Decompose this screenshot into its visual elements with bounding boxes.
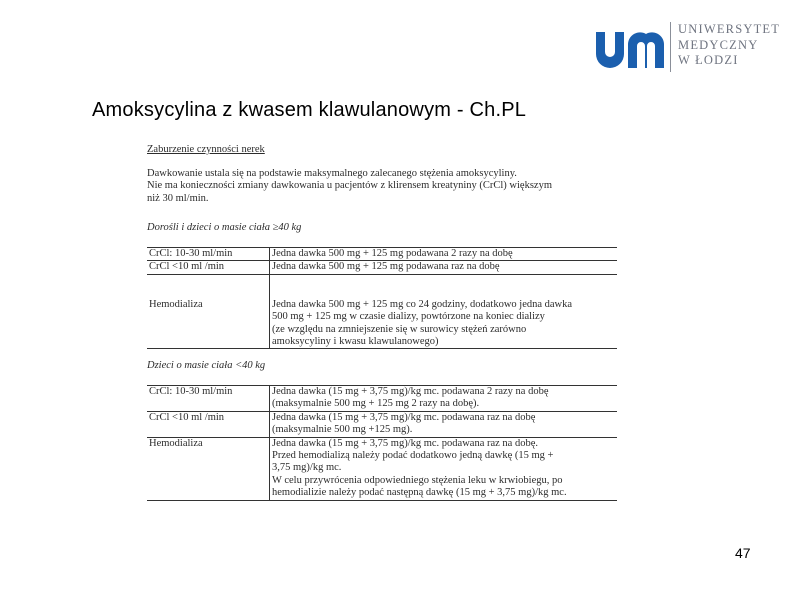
condition-cell: CrCl: 10-30 ml/min — [147, 386, 270, 412]
condition-cell: CrCl: 10-30 ml/min — [147, 248, 270, 261]
table-row — [147, 261, 617, 274]
dose-line: Przed hemodializą należy podać dodatkowo jedną dawkę (15 mg + — [272, 450, 554, 462]
dose-line: amoksycyliny i kwasu klawulanowego) — [272, 336, 439, 348]
dose-line: W celu przywrócenia odpowiedniego stężenia leku w krwiobiegu, po — [272, 474, 563, 486]
condition-cell: CrCl <10 ml /min — [147, 411, 270, 437]
dose-line: (maksymalnie 500 mg + 125 mg 2 razy na dobę). — [272, 398, 480, 410]
dose-line: (ze względu na zmniejszenie się w surowicy stężeń zarówno — [272, 323, 527, 335]
children-heading: Dzieci o masie ciała <40 kg — [147, 360, 266, 371]
adults-heading: Dorośli i dzieci o masie ciała ≥40 kg — [147, 222, 302, 233]
intro-line: Dawkowanie ustala się na podstawie maksymalnego zalecanego stężenia amoksycyliny. — [147, 168, 517, 179]
logo-separator — [670, 22, 671, 72]
table-row — [147, 437, 617, 500]
dose-line: Jedna dawka (15 mg + 3,75 mg)/kg mc. podawana raz na dobę. — [272, 437, 539, 449]
dose-line: Jedna dawka 500 mg + 125 mg podawana raz na dobę — [272, 261, 500, 273]
dose-line: (maksymalnie 500 mg +125 mg). — [272, 424, 413, 436]
dose-line: hemodializie należy podać następną dawkę (15 mg + 3,75 mg)/kg mc. — [272, 487, 567, 499]
logo-line-2: MEDYCZNY — [678, 37, 759, 52]
dose-cell — [270, 386, 618, 412]
dose-cell — [270, 261, 618, 274]
condition-cell: CrCl <10 ml /min — [147, 261, 270, 274]
table-row — [147, 411, 617, 437]
logo-line-1: UNIWERSYTET — [678, 22, 781, 36]
dose-line: Jedna dawka (15 mg + 3,75 mg)/kg mc. podawana raz na dobę — [272, 411, 536, 423]
condition-label: Hemodializa — [149, 298, 203, 310]
table-row — [147, 248, 617, 261]
dose-line: Jedna dawka (15 mg + 3,75 mg)/kg mc. podawana 2 razy na dobę — [272, 386, 549, 397]
logo-wordmark — [678, 22, 781, 69]
dose-cell — [270, 248, 618, 261]
section-heading: Zaburzenie czynności nerek — [147, 144, 265, 155]
intro-paragraph — [147, 168, 619, 205]
dose-line: Jedna dawka 500 mg + 125 mg co 24 godziny, dodatkowo jedna dawka — [272, 298, 573, 310]
adults-dosage-table — [147, 247, 617, 349]
intro-line: Nie ma konieczności zmiany dawkowania u pacjentów z klirensem kreatyniny (CrCl) większym — [147, 180, 552, 192]
intro-line: niż 30 ml/min. — [147, 192, 209, 204]
logo-line-3: W ŁODZI — [678, 53, 739, 67]
table-row — [147, 386, 617, 412]
dose-cell — [270, 274, 618, 349]
um-logo-mark-icon — [594, 28, 664, 68]
page-number: 47 — [735, 545, 751, 561]
dose-cell — [270, 437, 618, 500]
dose-line: Jedna dawka 500 mg + 125 mg podawana 2 razy na dobę — [272, 248, 513, 259]
dose-line: 3,75 mg)/kg mc. — [272, 462, 342, 474]
dose-line: 500 mg + 125 mg w czasie dializy, powtórzone na koniec dializy — [272, 311, 545, 323]
slide-title: Amoksycylina z kwasem klawulanowym - Ch.PL — [92, 99, 527, 121]
dose-cell — [270, 411, 618, 437]
university-logo — [594, 20, 781, 76]
children-dosage-table — [147, 385, 617, 501]
condition-cell — [147, 274, 270, 349]
table-row — [147, 274, 617, 349]
condition-cell: Hemodializa — [147, 437, 270, 500]
